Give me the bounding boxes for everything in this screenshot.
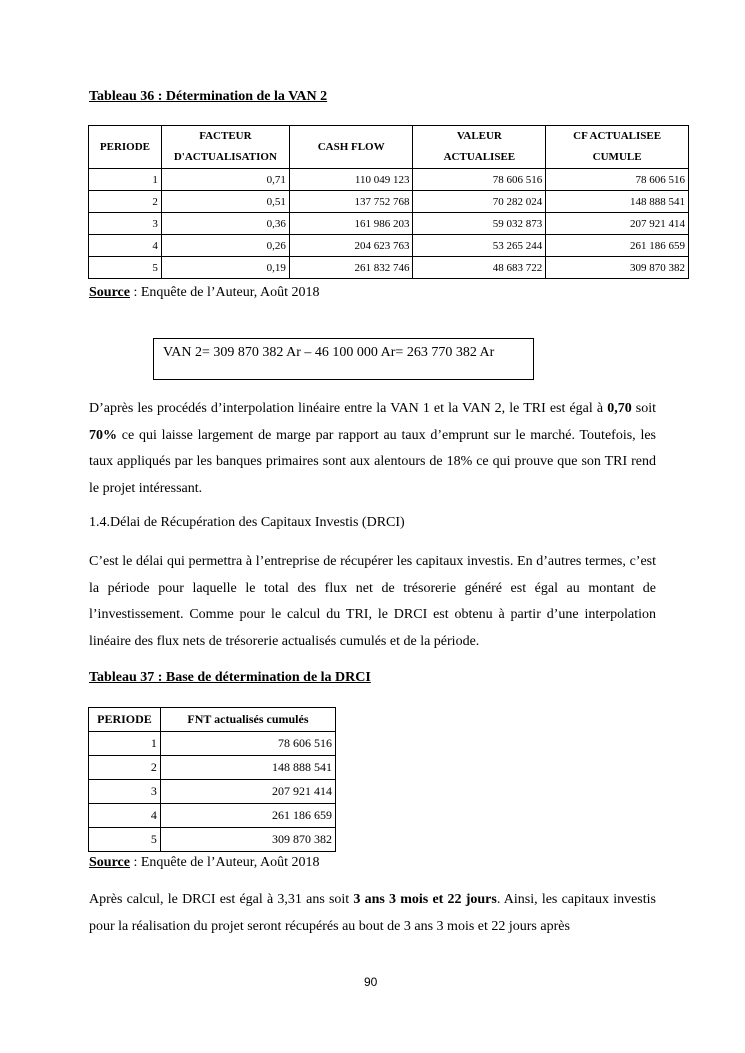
table-row: [89, 169, 689, 191]
cell-fnt: 148 888 541: [160, 756, 335, 780]
source-text: : Enquête de l’Auteur, Août 2018: [129, 855, 320, 870]
source-label: Source: [89, 855, 130, 870]
header-facteur: [161, 126, 289, 169]
cell-fnt: 207 921 414: [160, 780, 335, 804]
table36: [88, 125, 689, 279]
paragraph-tri: [89, 396, 656, 502]
cell-cash-flow: 261 832 746: [289, 257, 413, 279]
header-valeur-line1: VALEUR: [456, 130, 502, 142]
header-periode: PERIODE: [89, 126, 162, 169]
table-row: [89, 756, 336, 780]
cell-fnt: 309 870 382: [160, 828, 335, 852]
para1-text-c: soit: [631, 401, 657, 416]
cell-periode: 1: [89, 732, 161, 756]
table-row: [89, 191, 689, 213]
table-row: [89, 257, 689, 279]
cell-periode: 5: [89, 828, 161, 852]
header-periode: PERIODE: [89, 708, 161, 732]
cell-facteur: 0,26: [161, 235, 289, 257]
header-cf-line2: CUMULE: [592, 151, 642, 163]
header-fnt: FNT actualisés cumulés: [160, 708, 335, 732]
cell-periode: 2: [89, 756, 161, 780]
table-row: [89, 780, 336, 804]
para1-text-a: D’après les procédés d’interpolation linéaire entre la VAN 1 et la VAN 2, le TRI est égal à: [89, 401, 608, 416]
cell-valeur: 59 032 873: [413, 213, 546, 235]
cell-periode: 3: [89, 780, 161, 804]
cell-fnt: 261 186 659: [160, 804, 335, 828]
para3-text-a: Après calcul, le DRCI est égal à 3,31 ans soit: [89, 892, 354, 907]
cell-cash-flow: 204 623 763: [289, 235, 413, 257]
header-valeur-line2: ACTUALISEE: [443, 151, 516, 163]
header-cash-flow: CASH FLOW: [289, 126, 413, 169]
cell-cash-flow: 137 752 768: [289, 191, 413, 213]
header-facteur-line2: D'ACTUALISATION: [173, 151, 277, 163]
cell-valeur: 53 265 244: [413, 235, 546, 257]
para1-text-e: ce qui laisse largement de marge par rapport au taux d’emprunt sur le marché. Toutefois, les taux appliqués par les banques primaires sont aux alentours de 18% ce qui prouve que son TRI rend le projet intéressant.: [89, 427, 656, 496]
cell-facteur: 0,36: [161, 213, 289, 235]
cell-cf-cumule: 78 606 516: [546, 169, 689, 191]
cell-periode: 4: [89, 804, 161, 828]
table37-caption: Tableau 37 : Base de détermination de la DRCI: [89, 670, 371, 685]
para3-bold-duration: 3 ans 3 mois et 22 jours: [353, 892, 497, 907]
header-cf-actualisee: [546, 126, 689, 169]
cell-periode: 4: [89, 235, 162, 257]
table-row: [89, 828, 336, 852]
cell-cf-cumule: 207 921 414: [546, 213, 689, 235]
cell-periode: 3: [89, 213, 162, 235]
cell-cf-cumule: 148 888 541: [546, 191, 689, 213]
formula-box: [153, 338, 534, 380]
cell-fnt: 78 606 516: [160, 732, 335, 756]
cell-cf-cumule: 261 186 659: [546, 235, 689, 257]
table-row: [89, 732, 336, 756]
table-row: [89, 235, 689, 257]
table36-source: [89, 285, 320, 301]
table36-caption: Tableau 36 : Détermination de la VAN 2: [89, 89, 328, 104]
cell-facteur: 0,19: [161, 257, 289, 279]
cell-periode: 2: [89, 191, 162, 213]
table-row: [89, 213, 689, 235]
table-row: [89, 804, 336, 828]
source-label: Source: [89, 285, 130, 300]
cell-cash-flow: 161 986 203: [289, 213, 413, 235]
table37: [88, 707, 336, 852]
cell-valeur: 70 282 024: [413, 191, 546, 213]
cell-valeur: 48 683 722: [413, 257, 546, 279]
cell-periode: 5: [89, 257, 162, 279]
section-heading: 1.4.Délai de Récupération des Capitaux Investis (DRCI): [89, 515, 405, 530]
paragraph-result: [89, 887, 656, 940]
table37-header-row: [89, 708, 336, 732]
header-cf-line1: CF ACTUALISEE: [573, 130, 662, 142]
header-facteur-line1: FACTEUR: [199, 130, 252, 142]
para3-text-c: . Ainsi, les capitaux investis pour la réalisation du projet seront récupérés au bout de 3 ans 3 mois et 22 jours après: [89, 892, 656, 934]
page-number: 90: [364, 975, 378, 989]
formula-text: VAN 2= 309 870 382 Ar – 46 100 000 Ar= 263 770 382 Ar: [163, 345, 495, 360]
header-valeur: [413, 126, 546, 169]
source-text: : Enquête de l’Auteur, Août 2018: [129, 285, 320, 300]
table36-header-row: [89, 126, 689, 169]
table37-source: [89, 855, 320, 871]
cell-valeur: 78 606 516: [413, 169, 546, 191]
cell-periode: 1: [89, 169, 162, 191]
paragraph-drci: C’est le délai qui permettra à l’entreprise de récupérer les capitaux investis. En d’autres termes, c’est la période pour laquelle le total des flux net de trésorerie généré est égal au montant de l’investissement. Comme pour le calcul du TRI, le DRCI est obtenu à partir d’une interpolation linéaire des flux nets de trésorerie actualisés cumulés et de la période.: [89, 554, 656, 649]
para1-bold-percent: 70%: [89, 427, 117, 443]
cell-facteur: 0,71: [161, 169, 289, 191]
cell-cf-cumule: 309 870 382: [546, 257, 689, 279]
cell-cash-flow: 110 049 123: [289, 169, 413, 191]
para1-bold-tri: 0,70: [607, 401, 632, 416]
cell-facteur: 0,51: [161, 191, 289, 213]
